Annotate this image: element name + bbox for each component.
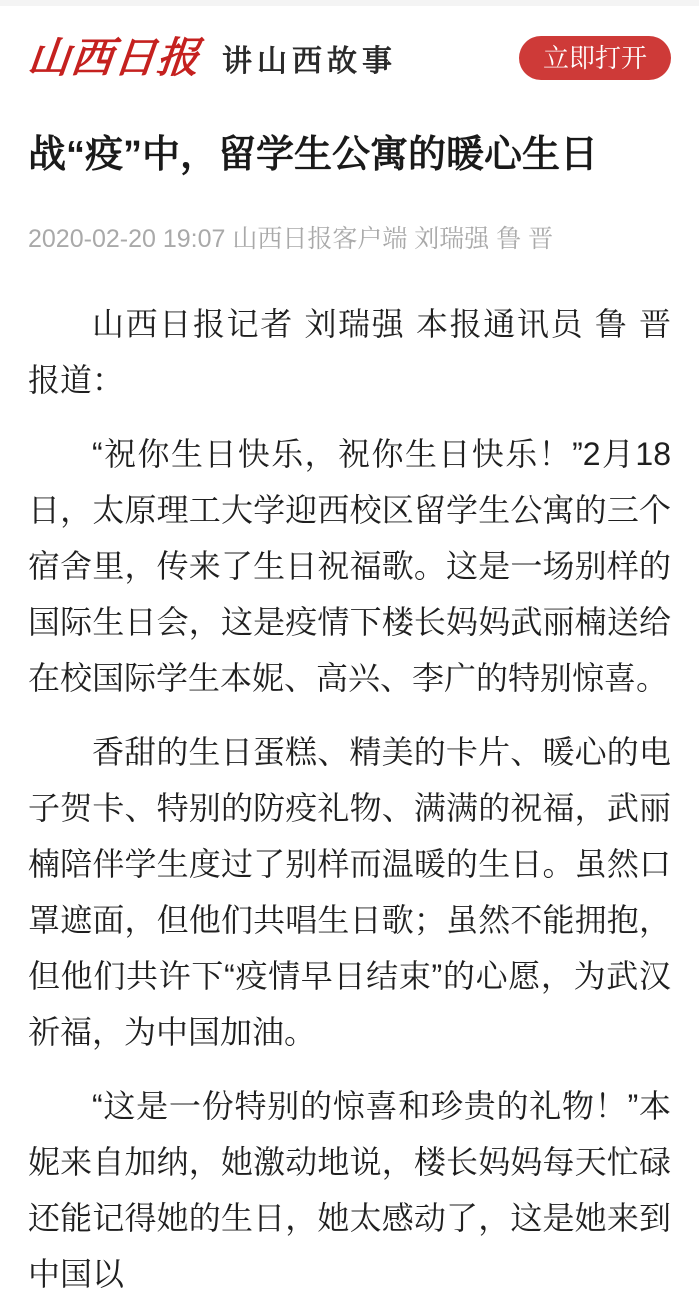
article-paragraph: 山西日报记者 刘瑞强 本报通讯员 鲁 晋报道： [28,306,671,398]
banner-tagline: 讲山西故事 [222,44,398,79]
article-meta: 2020-02-20 19:07 山西日报客户端 刘瑞强 鲁 晋 [28,225,554,253]
shanxi-daily-logo: 山西日报 [25,33,203,82]
article-paragraph: 香甜的生日蛋糕、精美的卡片、暖心的电子贺卡、特别的防疫礼物、满满的祝福，武丽楠陪伴学生度过了别样而温暖的生日。虽然口罩遮面，但他们共唱生日歌；虽然不能拥抱，但他们共许下“疫情早日结束”的心愿，为武汉祈福，为中国加油。 [28,734,671,1050]
article-title: 战“疫”中，留学生公寓的暖心生日 [28,134,599,176]
open-app-button[interactable]: 立即打开 [519,36,671,80]
article-paragraph: “祝你生日快乐，祝你生日快乐！”2月18日，太原理工大学迎西校区留学生公寓的三个宿舍里，传来了生日祝福歌。这是一场别样的国际生日会，这是疫情下楼长妈妈武丽楠送给在校国际学生本妮、高兴、李广的特别惊喜。 [28,436,671,696]
article-body [28,296,671,1302]
app-banner [0,6,699,110]
article-paragraph: “这是一份特别的惊喜和珍贵的礼物！”本妮来自加纳，她激动地说，楼长妈妈每天忙碌还能记得她的生日，她太感动了，这是她来到中国以 [28,1088,671,1292]
